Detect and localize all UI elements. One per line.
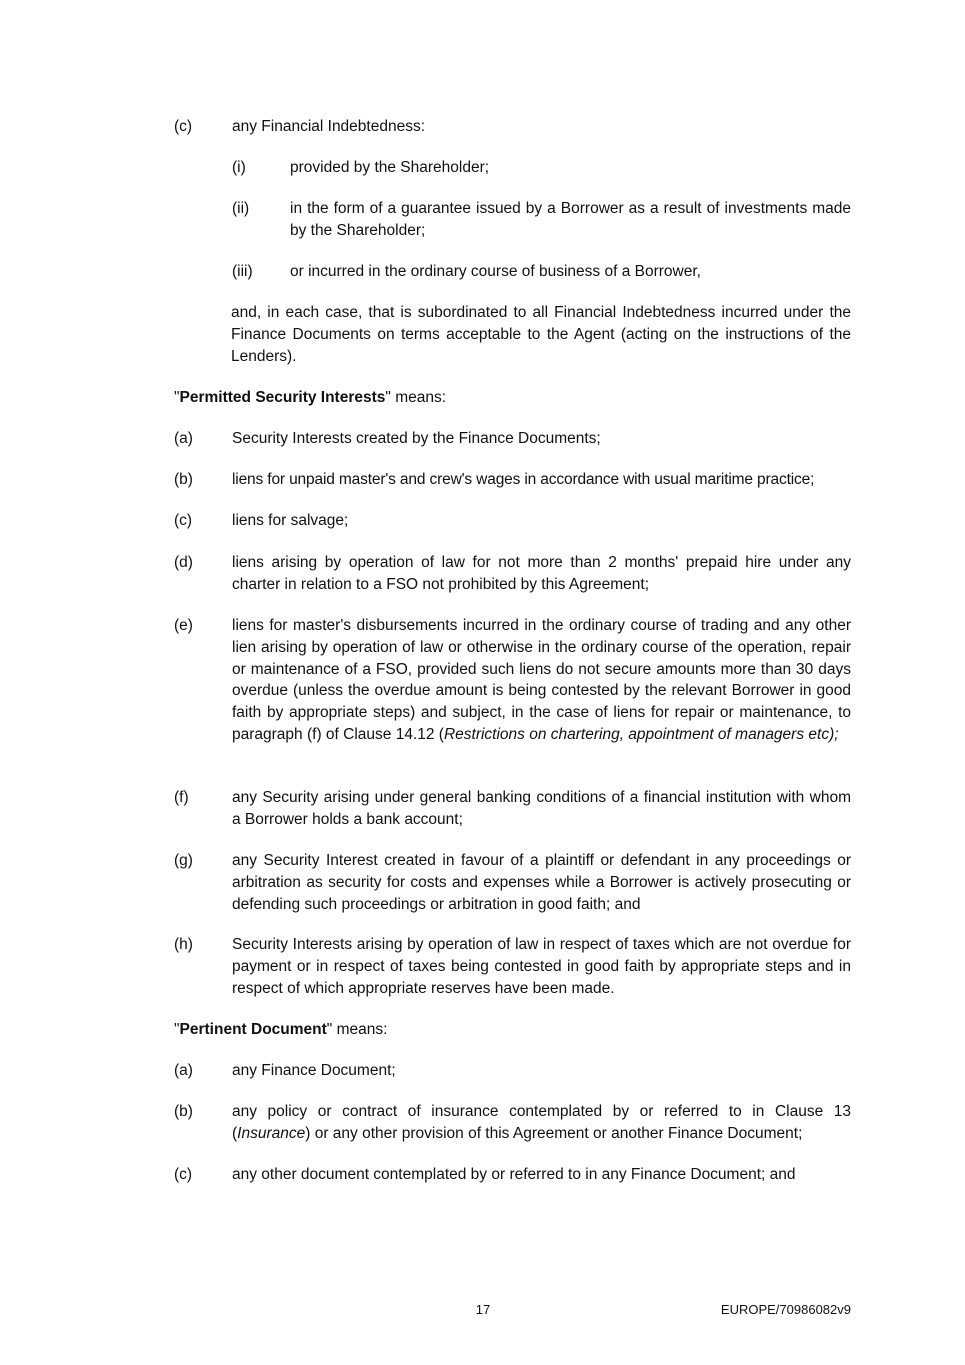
item-text: liens for salvage; xyxy=(232,512,349,529)
item-text: any Security arising under general banking conditions of a financial institution with whom a Borrower holds a bank account; xyxy=(232,789,851,828)
item-text: Security Interests created by the Finance Documents; xyxy=(232,430,601,447)
item-text-post: ) or any other provision of this Agreement or another Finance Document; xyxy=(305,1124,803,1142)
item-text: any other document contemplated by or referred to in any Finance Document; and xyxy=(232,1166,796,1183)
item-label: (b) xyxy=(174,1103,193,1120)
sub-item-label: (i) xyxy=(232,159,246,176)
clause-title: Insurance xyxy=(237,1124,306,1142)
definition-heading: "Permitted Security Interests" means: xyxy=(174,389,447,406)
item-text xyxy=(232,1101,851,1145)
item-text: any Security Interest created in favour of a plaintiff or defendant in any proceedings or arbitration as security for costs and expenses while a Borrower is actively prosecuting or defending such proceedings or arbitration in good faith; and xyxy=(232,852,851,913)
item-label: (h) xyxy=(174,936,193,953)
means-text: means: xyxy=(332,1021,388,1038)
item-text: liens arising by operation of law for not more than 2 months' prepaid hire under any charter in relation to a FSO not prohibited by this Agreement; xyxy=(232,554,851,593)
clause-title: Restrictions on chartering, appointment of managers etc); xyxy=(443,725,839,743)
closing-paragraph: and, in each case, that is subordinated to all Financial Indebtedness incurred under the Finance Documents on terms acceptable to the Agent (acting on the instructions of the Lenders). xyxy=(231,304,851,365)
item-label: (d) xyxy=(174,554,193,571)
page-number: 17 xyxy=(475,1302,491,1317)
sub-item-text: provided by the Shareholder; xyxy=(290,159,490,176)
item-label: (b) xyxy=(174,471,193,488)
item-label: (e) xyxy=(174,617,193,634)
sub-item-label: (iii) xyxy=(232,263,253,280)
item-text: any Financial Indebtedness: xyxy=(232,118,426,135)
item-text-main: liens for master's disbursements incurred in the ordinary course of trading and any other lien arising by operation of law or otherwise in the ordinary course of the operation, repair or maintenance of a FSO, provided such liens do not secure amounts more than 30 days overdue (unless the overdue amount is being contested by the relevant Borrower in good faith by appropriate steps) and subject, in the case of liens for repair or maintenance, to paragraph (f) of Clause 14.12 ( xyxy=(232,617,851,743)
item-text xyxy=(232,615,851,746)
item-text: any Finance Document; xyxy=(232,1062,396,1079)
sub-item-label: (ii) xyxy=(232,200,250,217)
sub-item-text: or incurred in the ordinary course of business of a Borrower, xyxy=(290,263,701,280)
defined-term: Pertinent Document xyxy=(179,1021,327,1038)
document-reference: EUROPE/70986082v9 xyxy=(720,1302,851,1317)
definition-heading: "Pertinent Document" means: xyxy=(174,1021,388,1038)
item-text-pre: any policy or contract of insurance contemplated by or referred to in Clause 13 ( xyxy=(232,1103,851,1142)
sub-item-text: in the form of a guarantee issued by a Borrower as a result of investments made by the Shareholder; xyxy=(290,200,851,239)
item-text: Security Interests arising by operation of law in respect of taxes which are not overdue for payment or in respect of taxes being contested in good faith by appropriate steps and in respect of which appropriate reserves have been made. xyxy=(232,936,851,997)
item-label: (c) xyxy=(174,118,193,135)
item-label: (a) xyxy=(174,430,193,447)
means-text: means: xyxy=(390,389,447,406)
item-label: (f) xyxy=(174,789,189,806)
defined-term: Permitted Security Interests xyxy=(179,389,386,406)
item-text: liens for unpaid master's and crew's wages in accordance with usual maritime practice; xyxy=(232,471,815,488)
item-label: (c) xyxy=(174,1166,193,1183)
item-label: (c) xyxy=(174,512,193,529)
item-label: (a) xyxy=(174,1062,193,1079)
item-label: (g) xyxy=(174,852,193,869)
